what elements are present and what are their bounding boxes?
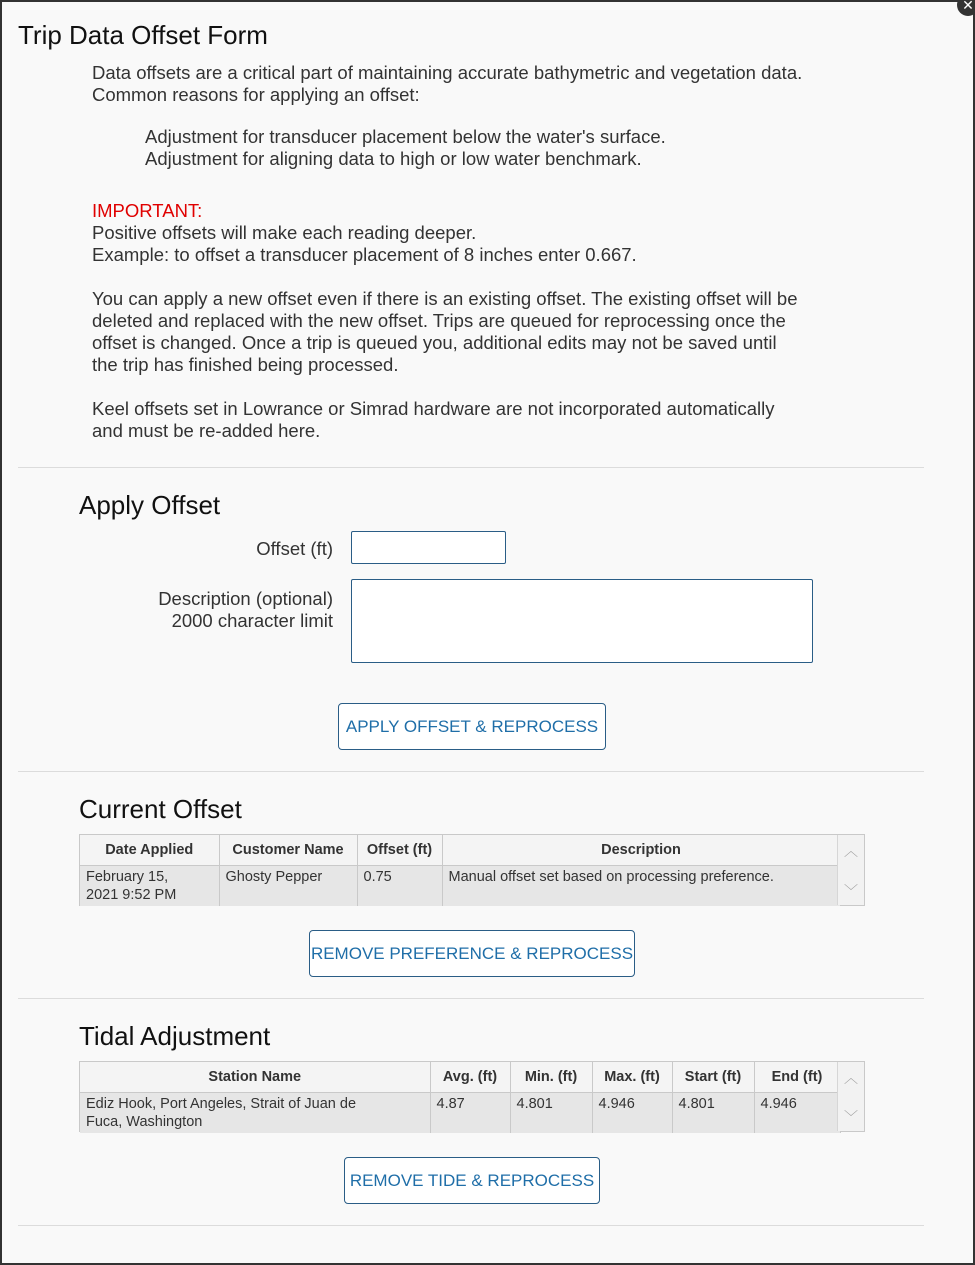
station-cell [80,1093,430,1134]
table-scrollbar[interactable] [837,1062,864,1131]
end-cell: 4.946 [754,1093,840,1134]
avg-cell: 4.87 [430,1093,510,1134]
description-label-line: 2000 character limit [171,610,333,631]
section-divider [18,998,924,999]
cell-line: February 15, [86,869,169,885]
dialog-title: Trip Data Offset Form [18,20,268,50]
max-cell: 4.946 [592,1093,672,1134]
remove-preference-button[interactable]: REMOVE PREFERENCE & REPROCESS [309,930,635,977]
description-label [158,588,333,632]
intro-text [92,62,892,442]
info-text: Keel offsets set in Lowrance or Simrad hardware are not incorporated automatically [92,398,775,419]
date-cell [80,866,219,907]
info-text: offset is changed. Once a trip is queued you, additional edits may not be saved until [92,332,777,353]
chevron-down-icon[interactable]: ﹀ [844,883,858,899]
column-header[interactable]: Description [442,835,840,866]
column-header[interactable]: Station Name [80,1062,430,1093]
start-cell: 4.801 [672,1093,754,1134]
section-divider [18,771,924,772]
description-label-line: Description (optional) [158,588,333,609]
current-offset-table [79,834,865,906]
important-text: Positive offsets will make each reading deeper. [92,222,477,243]
column-header[interactable]: Date Applied [80,835,219,866]
tidal-adjustment-heading: Tidal Adjustment [79,1021,271,1051]
column-header[interactable]: Customer Name [219,835,357,866]
table-scrollbar[interactable] [837,835,864,905]
important-label: IMPORTANT: [92,200,203,221]
min-cell: 4.801 [510,1093,592,1134]
current-offset-heading: Current Offset [79,794,242,824]
column-header[interactable]: Avg. (ft) [430,1062,510,1093]
info-text: deleted and replaced with the new offset. Trips are queued for reprocessing once the [92,310,786,331]
reason-item: Adjustment for transducer placement below the water's surface. [145,126,666,147]
apply-offset-heading: Apply Offset [79,490,221,520]
column-header[interactable]: Max. (ft) [592,1062,672,1093]
reason-item: Adjustment for aligning data to high or low water benchmark. [145,148,642,169]
offset-label: Offset (ft) [256,538,333,559]
table-row[interactable] [80,1093,840,1134]
cell-line: Ediz Hook, Port Angeles, Strait of Juan de [86,1096,357,1112]
info-text: the trip has finished being processed. [92,354,399,375]
description-textarea[interactable] [351,579,813,663]
cell-line: 2021 9:52 PM [86,887,177,903]
chevron-down-icon[interactable]: ﹀ [844,1109,858,1125]
close-icon[interactable]: ✕ [957,0,975,16]
chevron-up-icon[interactable]: ︿ [844,1070,858,1086]
column-header[interactable]: Offset (ft) [357,835,442,866]
description-cell: Manual offset set based on processing preference. [442,866,840,907]
column-header[interactable]: Min. (ft) [510,1062,592,1093]
offset-cell: 0.75 [357,866,442,907]
section-divider [18,467,924,468]
column-header[interactable]: End (ft) [754,1062,840,1093]
chevron-up-icon[interactable]: ︿ [844,843,858,859]
apply-offset-button[interactable]: APPLY OFFSET & REPROCESS [338,703,606,750]
section-divider [18,1225,924,1226]
table-row[interactable] [80,866,840,907]
info-text: and must be re-added here. [92,420,321,441]
customer-cell: Ghosty Pepper [219,866,357,907]
intro-line: Data offsets are a critical part of maintaining accurate bathymetric and vegetation data. [92,62,803,83]
offset-input[interactable] [351,531,506,564]
intro-line: Common reasons for applying an offset: [92,84,420,105]
remove-tide-button[interactable]: REMOVE TIDE & REPROCESS [344,1157,600,1204]
tidal-adjustment-table [79,1061,865,1132]
important-text: Example: to offset a transducer placement of 8 inches enter 0.667. [92,244,637,265]
cell-line: Fuca, Washington [86,1114,203,1130]
info-text: You can apply a new offset even if there is an existing offset. The existing offset will be [92,288,798,309]
column-header[interactable]: Start (ft) [672,1062,754,1093]
